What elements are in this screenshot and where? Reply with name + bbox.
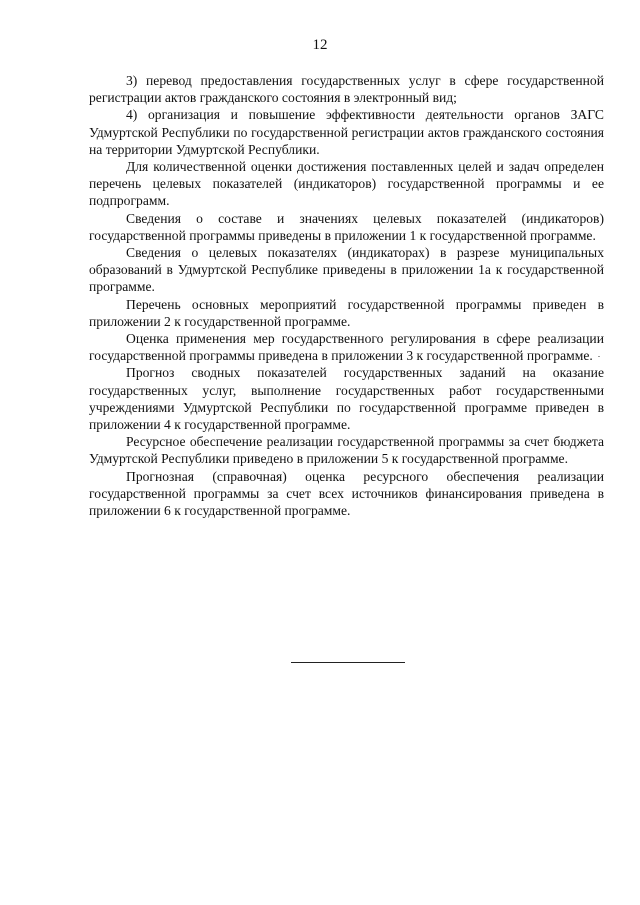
paragraph-appendix-1a: Сведения о целевых показателях (индикаторах) в разрезе муниципальных образований в Удмуртской Республике приведены в приложении 1а к государственной программе.	[89, 245, 604, 295]
paragraph-appendix-3: Оценка применения мер государственного регулирования в сфере реализации государственной программы приведена в приложении 3 к государственной программе.	[89, 331, 604, 364]
paragraph-appendix-5: Ресурсное обеспечение реализации государственной программы за счет бюджета Удмуртской Республики приведено в приложении 5 к государственной программе.	[89, 434, 604, 467]
page-number: 12	[312, 37, 328, 53]
paragraph-appendix-1: Сведения о составе и значениях целевых показателей (индикаторов) государственной программы приведены в приложении 1 к государственной программе.	[89, 210, 604, 243]
end-of-text-rule	[291, 662, 405, 663]
paragraph-appendix-4: Прогноз сводных показателей государственных заданий на оказание государственных услуг, выполнение государственных работ государственными учреждениями Удмуртской Республики по государственной программе приведен в приложении 4 к государственной программе.	[89, 365, 604, 433]
paragraph-item-3: 3) перевод предоставления государственных услуг в сфере государственной регистрации актов гражданского состояния в электронный вид;	[89, 73, 604, 106]
paragraph-appendix-6: Прогнозная (справочная) оценка ресурсного обеспечения реализации государственной программы за счет всех источников финансирования приведена в приложении 6 к государственной программе.	[89, 468, 604, 519]
document-body	[89, 72, 604, 519]
paragraph-item-4: 4) организация и повышение эффективности деятельности органов ЗАГС Удмуртской Республики по государственной регистрации актов гражданского состояния на территории Удмуртской Республики.	[89, 107, 604, 157]
paragraph-indicators-list: Для количественной оценки достижения поставленных целей и задач определен перечень целевых показателей (индикаторов) государственной программы и ее подпрограмм.	[89, 159, 604, 209]
paragraph-appendix-2: Перечень основных мероприятий государственной программы приведен в приложении 2 к государственной программе.	[89, 296, 604, 329]
scan-speck	[598, 356, 600, 357]
